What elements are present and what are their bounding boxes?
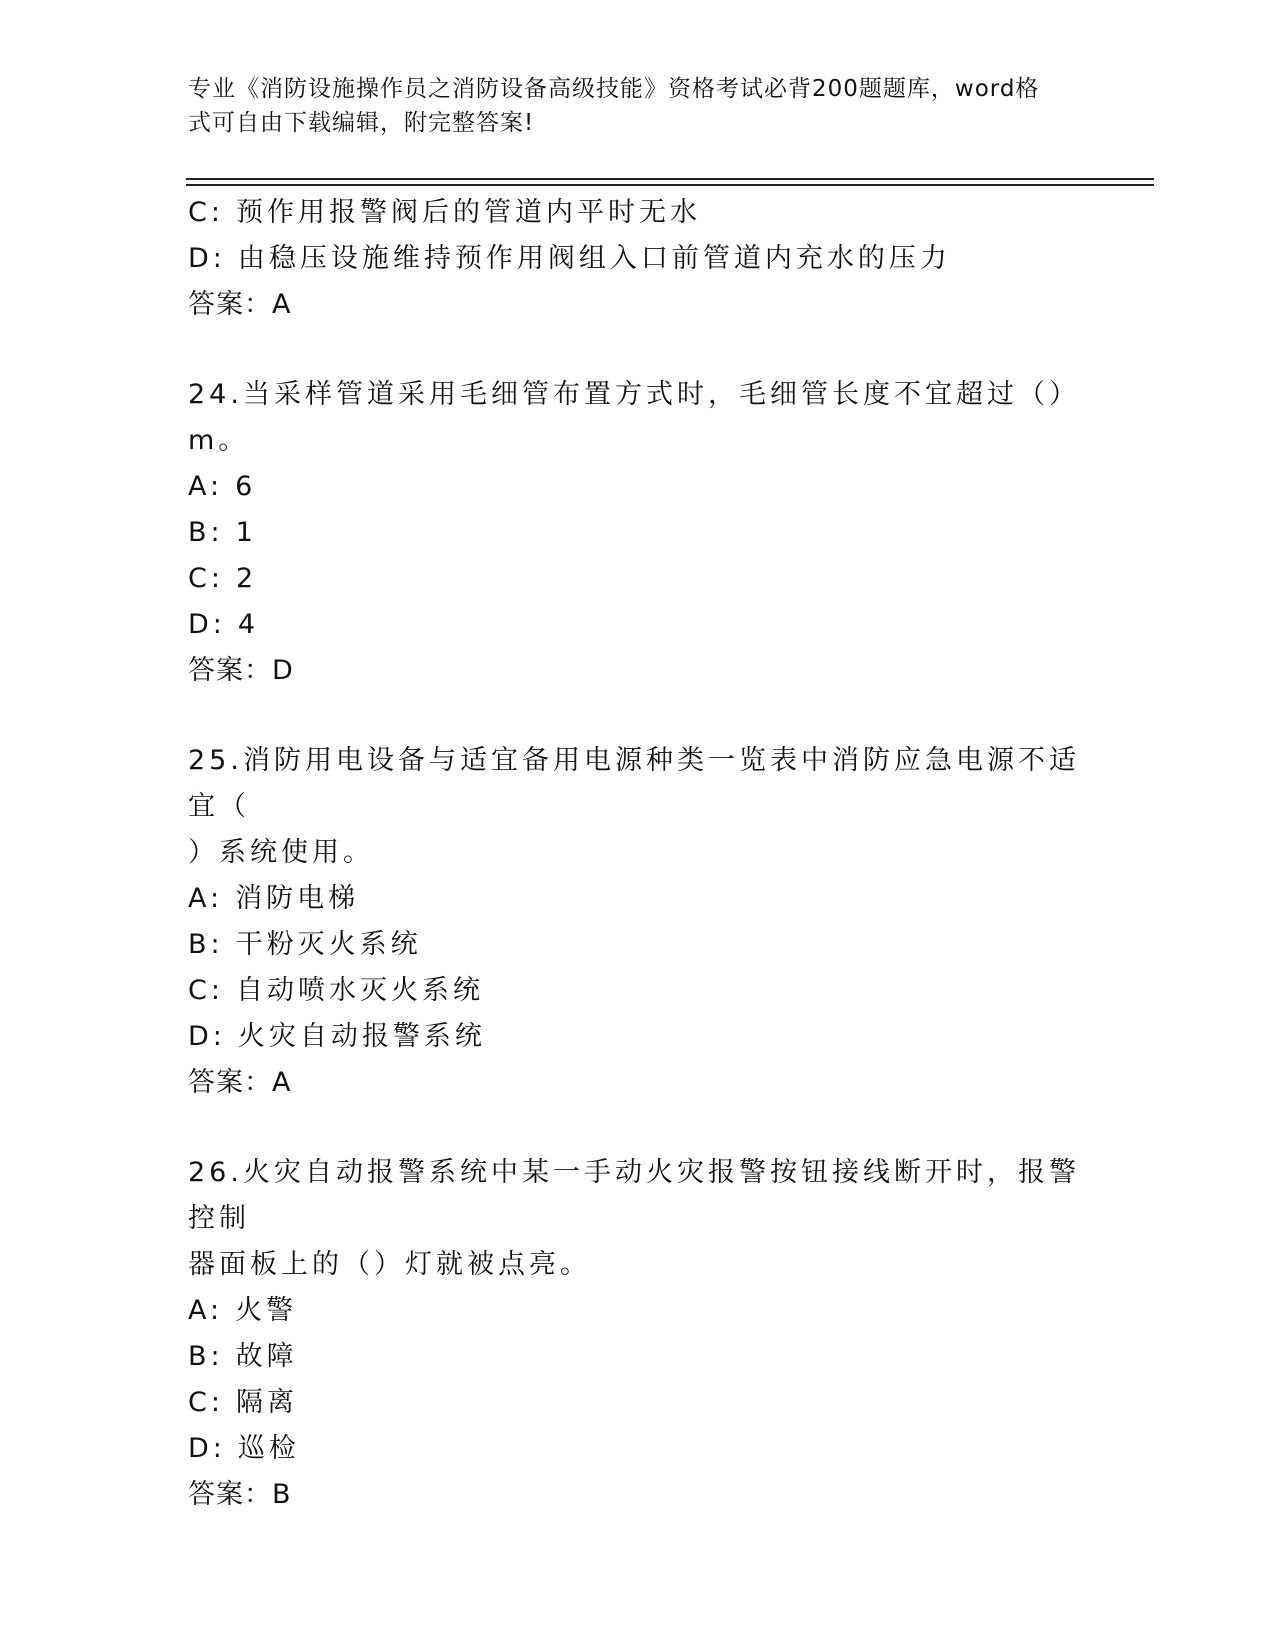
- header-divider-top: [186, 178, 1154, 180]
- option-text: 预作用报警阀后的管道内平时无水: [235, 197, 701, 228]
- header-divider-bottom: [186, 184, 1154, 186]
- question-text-line-1: 26.火灾自动报警系统中某一手动火灾报警按钮接线断开时，报警控制: [188, 1157, 1080, 1234]
- question-text-line-2: 器面板上的（）灯就被点亮。: [188, 1249, 591, 1280]
- option-label: A:: [188, 1295, 224, 1326]
- option-c: [188, 556, 1088, 602]
- option-text: 火灾自动报警系统: [237, 1021, 486, 1052]
- option-text: 干粉灭火系统: [235, 929, 422, 960]
- option-b: [188, 510, 1088, 556]
- option-a: [188, 876, 1088, 922]
- option-text: 巡检: [237, 1433, 300, 1464]
- option-label: D:: [188, 609, 226, 640]
- question-content: [188, 190, 1088, 1518]
- answer-line: 答案：B: [188, 1479, 292, 1510]
- option-b: [188, 922, 1088, 968]
- option-d: [188, 1014, 1088, 1060]
- option-b: [188, 1334, 1088, 1380]
- option-text: 自动喷水灭火系统: [235, 975, 484, 1006]
- option-text: 1: [235, 517, 257, 548]
- question-text-line-1: 25.消防用电设备与适宜备用电源种类一览表中消防应急电源不适宜（: [188, 745, 1080, 822]
- option-label: D:: [188, 1021, 226, 1052]
- option-label: A:: [188, 883, 224, 914]
- option-label: C:: [188, 563, 224, 594]
- option-text: 6: [235, 471, 257, 502]
- option-text: 故障: [235, 1341, 298, 1372]
- option-d: [188, 1426, 1088, 1472]
- answer-line: 答案：A: [188, 289, 292, 320]
- option-label: C:: [188, 197, 224, 228]
- option-label: A:: [188, 471, 224, 502]
- option-a: [188, 464, 1088, 510]
- option-c: [188, 1380, 1088, 1426]
- option-d: [188, 602, 1088, 648]
- question-26: [188, 1150, 1088, 1518]
- question-25: [188, 738, 1088, 1106]
- question-text: 24.当采样管道采用毛细管布置方式时，毛细管长度不宜超过（）m。: [188, 379, 1080, 456]
- question-24: [188, 372, 1088, 694]
- option-label: D:: [188, 1433, 226, 1464]
- option-label: D:: [188, 243, 226, 274]
- option-a: [188, 1288, 1088, 1334]
- option-c: [188, 190, 1088, 236]
- option-label: C:: [188, 1387, 224, 1418]
- option-label: B:: [188, 1341, 224, 1372]
- option-text: 4: [237, 609, 260, 640]
- option-label: C:: [188, 975, 224, 1006]
- option-text: 隔离: [235, 1387, 298, 1418]
- document-header: [188, 72, 1068, 140]
- header-line-1: 专业《消防设施操作员之消防设备高级技能》资格考试必背200题题库，word格: [188, 76, 1040, 102]
- option-text: 由稳压设施维持预作用阀组入口前管道内充水的压力: [237, 243, 951, 274]
- previous-question-tail: [188, 190, 1088, 328]
- option-text: 消防电梯: [235, 883, 360, 914]
- option-text: 2: [235, 563, 258, 594]
- answer-line: 答案：D: [188, 655, 294, 686]
- header-line-2: 式可自由下载编辑，附完整答案!: [188, 110, 535, 136]
- option-c: [188, 968, 1088, 1014]
- answer-line: 答案：A: [188, 1067, 292, 1098]
- question-text-line-2: ）系统使用。: [188, 837, 374, 868]
- option-label: B:: [188, 929, 224, 960]
- option-label: B:: [188, 517, 224, 548]
- option-d: [188, 236, 1088, 282]
- option-text: 火警: [235, 1295, 298, 1326]
